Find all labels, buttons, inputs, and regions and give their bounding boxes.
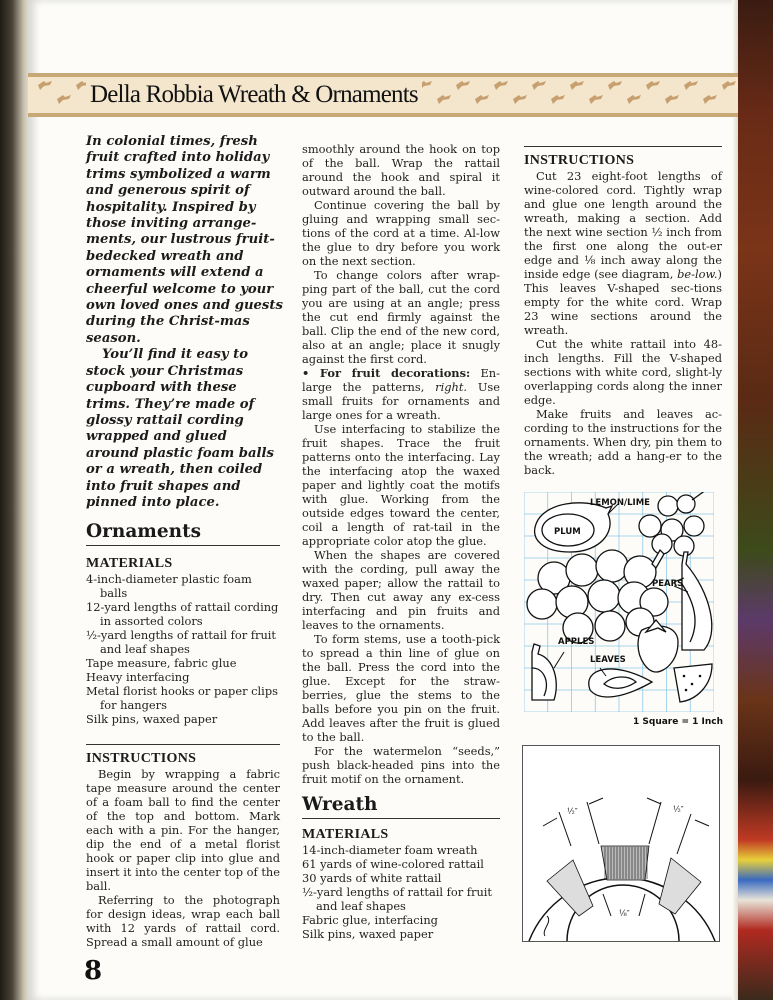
fruit-pattern-diagram [524,492,714,712]
instruction-text: Cut 23 eight-foot lengths of wine-colored cord. Tightly wrap and glue one length around the wreath, making a section. Add the next wine section ½ inch from the first one along the out-er edge and ⅛ inch away along the inside edge (see diagram, [524,169,722,281]
intro-paragraph: You’ll find it easy to stock your Christmas cupboard with these trims. They’re made of glossy rattail cording wrapped and glued around plastic foam balls or a wreath, then coiled into fruit shapes and pinned into place. [86,347,274,510]
material-item: Fabric glue, interfacing [302,913,438,927]
instruction-paragraph: Continue covering the ball by gluing and wrapping small sec-tions of the cord at a time. Al-low the glue to dry before you work on the next section. [302,198,500,268]
lemon-lime-label: LEMON/LIME [590,498,650,508]
instruction-text: ) This leaves V-shaped sec-tions empty for the white cord. Wrap 23 wine sections around the wreath. [524,267,722,337]
pears-label: PEARS [652,579,684,589]
deer-icon [627,95,641,104]
instruction-paragraph: Begin by wrapping a fabric tape measure around the center of a foam ball to find the center of the top and bottom. Mark each with a pin. For the hanger, dip the end of a metal florist hook or paper clip into glue and insert it into the center top of the ball. [86,767,280,893]
instruction-paragraph: For the watermelon “seeds,” push black-headed pins into the fruit motif on the ornament. [302,744,500,786]
instruction-paragraph: Make fruits and leaves ac-cording to the instructions for the ornaments. When dry, pin them to the wreath; add a hang-er to the back. [524,407,722,477]
scale-caption: 1 Square = 1 Inch [633,717,724,727]
watermelon-shape [674,664,712,702]
material-item: 30 yards of white rattail [302,871,442,885]
wine-section [659,858,701,914]
deer-icon [722,81,736,90]
book-binding [0,0,30,1000]
material-item: Silk pins, waxed paper [86,712,218,726]
wine-section [547,860,593,916]
deer-icon [437,95,451,104]
apples-label: APPLES [558,637,595,647]
deer-icon [608,81,622,90]
material-item: 61 yards of wine-colored rattail [302,857,484,871]
plum-label: PLUM [554,527,581,537]
instruction-paragraph: To form stems, use a tooth-pick to spread a thin line of glue on the ball. Press the cord into the glue. Except for the straw-berries, glue the stems to the balls before you pin on the fruit. Add leaves after the fruit is glued to the ball. [302,632,500,744]
leaves-label: LEAVES [590,655,626,665]
material-item: Heavy interfacing [86,670,190,684]
instruction-paragraph: Cut the white rattail into 48-inch lengths. Fill the V-shaped sections with white cord, slight-ly overlapping cords along the inner edge. [524,337,722,407]
intro-text [86,134,284,511]
instruction-paragraph [524,169,722,337]
strawberry-shape [638,626,678,672]
fruit-decorations-paragraph [302,366,500,422]
deer-icon [589,95,603,104]
page-title: Della Robbia Wreath & Ornaments [86,81,422,109]
material-item: ½-yard lengths of rattail for fruit and leaf shapes [86,628,277,656]
ornaments-materials-heading: MATERIALS [86,556,173,571]
wrapped-sections [547,846,701,916]
fruit-decorations-lead: • For fruit decorations: [302,366,471,380]
adjacent-page-photo [738,0,773,1000]
deer-icon [684,81,698,90]
wreath-instructions [524,146,722,477]
outer-left-measure: ½″ [567,807,578,816]
wreath-heading: Wreath [302,794,500,819]
deer-icon [703,95,717,104]
section-divider [86,744,280,745]
wreath-instructions-heading: INSTRUCTIONS [524,153,635,168]
material-item: 4-inch-diameter plastic foam balls [86,572,252,600]
deer-icon [665,95,679,104]
deer-icon [551,95,565,104]
deer-icon [38,81,52,90]
wreath-wrapping-diagram [522,745,720,942]
wreath-materials-list [302,843,500,941]
deer-icon [475,95,489,104]
material-item: Metal florist hooks or paper clips for hangers [86,684,278,712]
material-item: 14-inch-diameter foam wreath [302,843,478,857]
deer-icon [532,81,546,90]
material-item: 12-yard lengths of rattail cording in assorted colors [86,600,279,628]
material-item: Tape measure, fabric glue [86,656,237,670]
deer-icon [513,95,527,104]
instruction-paragraph: Use interfacing to stabilize the fruit shapes. Trace the fruit patterns onto the interfacing. Lay the interfacing atop the waxed paper and lightly coat the motifs with glue. Working from the outside edges toward the center, coil a length of rat-tail in the appropriate color atop the glue. [302,422,500,548]
material-item: ½-yard lengths of rattail for fruit and leaf shapes [302,885,493,913]
wreath-diagram-svg [523,746,719,941]
pear-shape [682,552,712,650]
instruction-paragraph: When the shapes are covered with the cording, pull away the waxed paper; allow the rattail to dry. Then cut away any ex-cess interfacing and pin fruits and leaves to the ornaments. [302,548,500,632]
deer-icon [570,81,584,90]
right-reference: right. [435,380,468,394]
page-number: 8 [84,956,103,986]
fruit-text: Use small fruits for ornaments and large ones for a wreath. [302,380,501,422]
section-divider [524,146,722,147]
deer-icon [646,81,660,90]
pattern-grid [524,492,714,712]
material-item: Silk pins, waxed paper [302,927,434,941]
instruction-paragraph: smoothly around the hook on top of the ball. Wrap the rattail around the hook and spiral it outward around the ball. [302,142,500,198]
apple-shape [532,644,556,700]
ornaments-heading: Ornaments [86,521,280,546]
intro-paragraph: In colonial times, fresh fruit crafted into holiday trims symbolized a warm and generous spirit of hospitality. Inspired by those inviting arrange-ments, our lustrous fruit-bedecked wreath and ornaments will extend a cheerful welcome to your own loved ones and guests during the Christ-mas season. [86,134,283,346]
deer-icon [456,81,470,90]
instruction-paragraph: Referring to the photograph for design ideas, wrap each ball with 12 yards of rattail cord. Spread a small amount of glue [86,893,280,949]
ornaments-section [86,521,280,949]
instruction-paragraph: To change colors after wrap-ping part of the ball, cut the cord you are using at an angle; press the cut end firmly against the ball. Clip the end of the new cord, also at an angle; place it snugly against the first cord. [302,268,500,366]
fruit-text: En-large the patterns, [302,366,500,394]
outer-right-measure: ½″ [673,805,684,814]
title-banner [28,73,738,117]
deer-icon [57,95,71,104]
deer-icon [494,81,508,90]
wreath-materials-heading: MATERIALS [302,827,389,842]
below-reference: be-low. [677,267,718,281]
ornaments-instructions-heading: INSTRUCTIONS [86,751,197,766]
ornaments-materials-list [86,572,280,726]
inner-measure: ⅛″ [619,909,630,918]
ornaments-instructions-continued [302,142,500,941]
